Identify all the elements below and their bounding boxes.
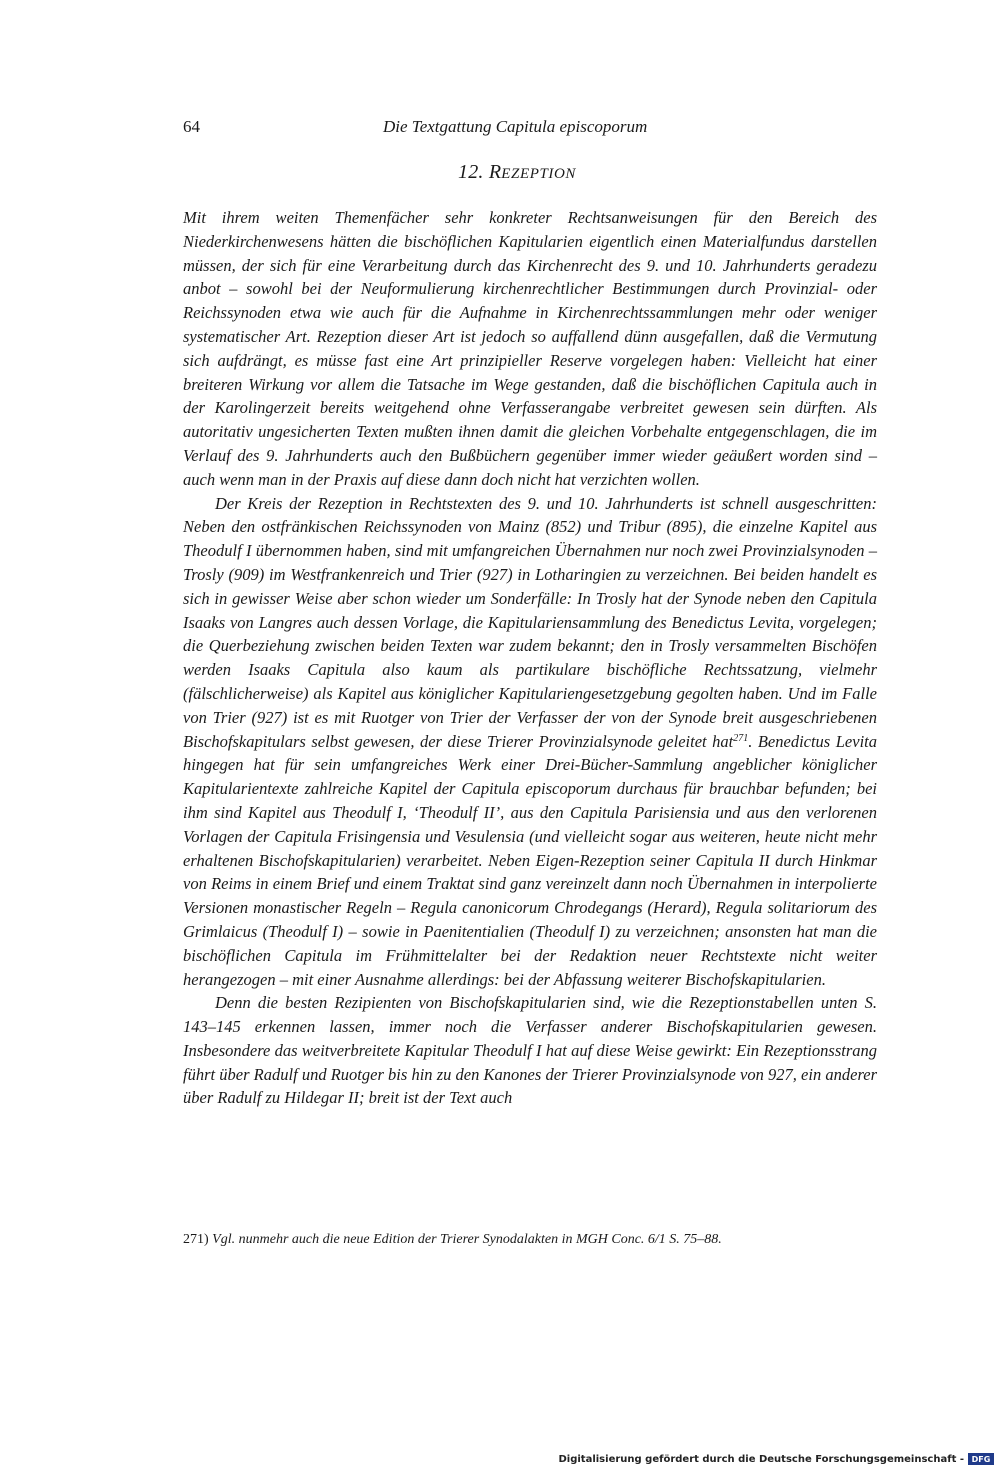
running-head: Die Textgattung Capitula episcoporum [383, 117, 648, 136]
dfg-credit [558, 1453, 994, 1465]
body-text [183, 206, 877, 1110]
paragraph-3: Denn die besten Rezipienten von Bischofskapitularien sind, wie die Rezeptionstabellen unten S. 143–145 erkennen lassen, immer noch die Verfasser anderer Bischofskapitularien gewesen. Insbesondere das weitverbreitete Kapitular Theodulf I hat auf diese Weise gewirkt: Ein Rezeptionsstrang führt über Radulf und Ruotger bis hin zu den Kanones der Trierer Provinzialsynode von 927, ein anderer über Radulf zu Hildegar II; breit ist der Text auch [183, 993, 877, 1108]
section-title-rest: EZEPTION [501, 166, 577, 182]
footnote-number: 271) [183, 1232, 209, 1247]
dfg-credit-text: Digitalisierung gefördert durch die Deutsche Forschungsgemeinschaft - [558, 1453, 964, 1465]
paragraph-2-continuation: . Benedictus Levita hingegen hat für sein umfangreiches Werk einer Drei-Bücher-Sammlung angeblicher königlicher Kapitularientexte zahlreiche Kapitel der Capitula episcoporum durchaus für brauchbar befunden; bei ihm sind Kapitel aus Theodulf I, ‘Theodulf II’, aus den Capitula Parisiensia und aus den verlorenen Vorlagen der Capitula Frisingensia und Vesulensia (und vielleicht sogar aus weiteren, heute nicht mehr erhaltenen Bischofskapitularien) verarbeitet. Neben Eigen-Rezeption seiner Capitula II durch Hinkmar von Reims in einem Brief und einem Traktat sind ganz vereinzelt dann noch Übernahmen in interpolierte Versionen monastischer Regeln – Regula canonicorum Chrodegangs (Herard), Regula solitariorum des Grimlaicus (Theodulf I) – sowie in Paenitentialien (Theodulf I) zu verzeichnen; ansonsten hat man die bischöflichen Capitula im Frühmittelalter bei der Redaktion neuer Rechtstexte nicht weiter herangezogen – mit einer Ausnahme allerdings: bei der Abfassung weiterer Bischofskapitularien. [183, 731, 877, 989]
paragraph-1: Mit ihrem weiten Themenfächer sehr konkreter Rechtsanweisungen für den Bereich des Niederkirchenwesens hätten die bischöflichen Kapitularien eigentlich einen Materialfundus darstellen müssen, der sich für eine Verarbeitung durch das Kirchenrecht des 9. und 10. Jahrhunderts geradezu anbot – sowohl bei der Neuformulierung kirchenrechtlicher Bestimmungen durch Provinzial- oder Reichssynoden etwa wie auch für die Aufnahme in Kirchenrechtssammlungen mehr oder weniger systematischer Art. Rezeption dieser Art ist jedoch so auffallend dünn ausgefallen, daß die Vermutung sich aufdrängt, es müsse fast eine Art prinzipieller Reserve vorgelegen haben: Vielleicht hat einer breiteren Wirkung vor allem die Tatsache im Wege gestanden, daß die bischöflichen Capitula auch in der Karolingerzeit bereits weitgehend ohne Verfasserangabe verbreitet gewesen sein dürften. Als autoritativ ungesicherten Texten mußten ihnen damit die gleichen Vorbehalte entgegenschlagen, die im Verlauf des 9. Jahrhunderts auch den Bußbüchern gegenüber immer wieder geäußert worden sind – auch wenn man in der Praxis auf diese dann doch nicht hat verzichten wollen. [183, 208, 877, 489]
section-title-initial: R [488, 161, 502, 183]
page-number: 64 [183, 117, 200, 136]
section-title [458, 161, 576, 184]
dfg-logo-icon: DFG [968, 1453, 994, 1465]
paragraph-2-text: Der Kreis der Rezeption in Rechtstexten des 9. und 10. Jahrhunderts ist schnell ausgeschritten: Neben den ostfränkischen Reichssynoden von Mainz (852) und Tribur (895), die einzelne Kapitel aus Theodulf I übernommen haben, sind mit umfangreichen Übernahmen nur noch zwei Provinzialsynoden – Trosly (909) im Westfrankenreich und Trier (927) in Lotharingien zu verzeichnen. Bei beiden handelt es sich in gewisser Weise aber schon wieder um Sonderfälle: In Trosly hat der Synode neben den Capitula Isaaks von Langres auch dessen Vorlage, die Kapitulariensammlung des Benedictus Levita, vorgelegen; die Querbeziehung zwischen beiden Texten war zudem bekannt; den in Trosly versammelten Bischöfen werden Isaaks Capitula also kaum als partikulare bischöfliche Rechtssatzung, vielmehr (fälschlicherweise) als Kapitel aus königlicher Kapitulariengesetzgebung gegolten haben. Und im Falle von Trier (927) ist es mit Ruotger von Trier der Verfasser der von der Synode breit ausgeschriebenen Bischofskapitulars selbst gewesen, der diese Trierer Provinzialsynode geleitet hat [183, 493, 877, 751]
footnote-ref[interactable]: 271 [733, 732, 749, 744]
section-number: 12. [458, 161, 484, 183]
footnote [183, 1232, 877, 1248]
paragraph-2 [183, 492, 877, 992]
footnote-text: Vgl. nunmehr auch die neue Edition der Trierer Synodalakten in MGH Conc. 6/1 S. 75–88. [212, 1232, 722, 1247]
